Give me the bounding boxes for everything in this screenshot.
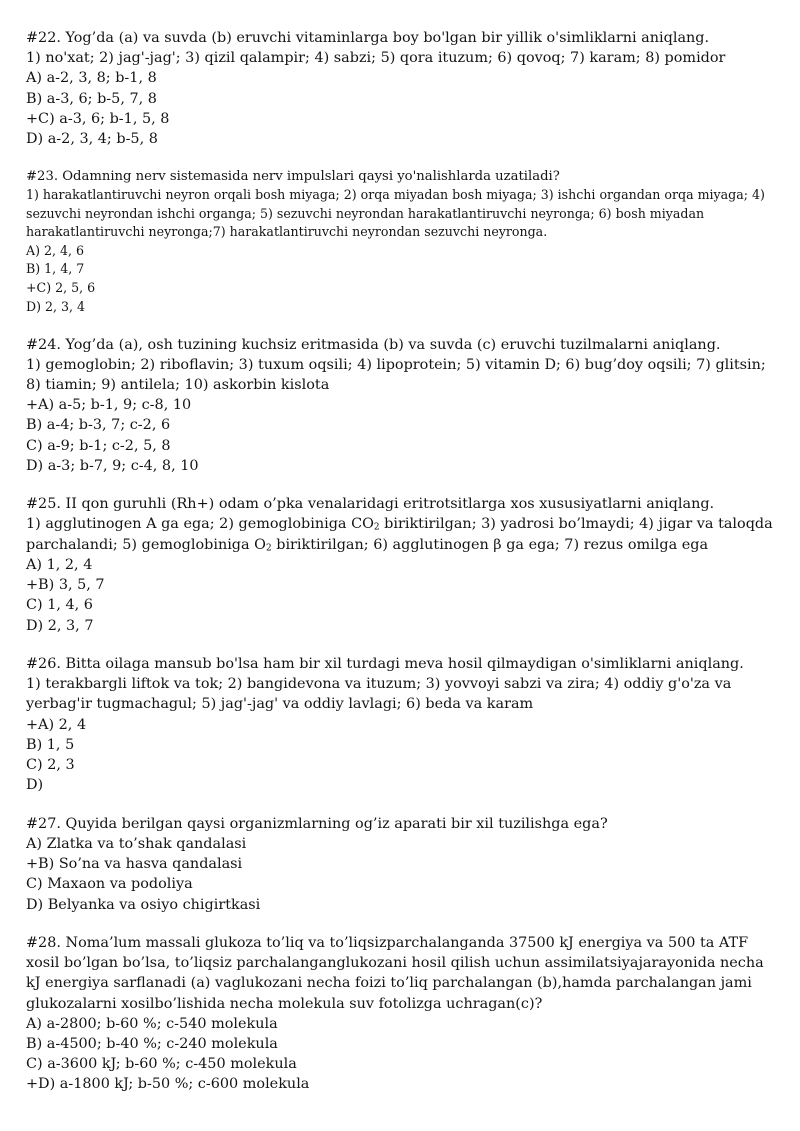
answer-option-b: B) 1, 5 xyxy=(26,736,75,753)
answer-option-d: +D) a-1800 kJ; b-50 %; c-600 molekula xyxy=(26,1076,310,1093)
question-items: 1) gemoglobin; 2) riboflavin; 3) tuxum oqsili; 4) lipoprotein; 5) vitamin D; 6) bug’doy oqsili; 7) glitsin; 8) tiamin; 9) antilela; 10) askorbin kislota xyxy=(26,356,766,393)
question-23 xyxy=(26,168,774,317)
answer-option-d: D) Belyanka va osiyo chigirtkasi xyxy=(26,896,261,913)
subscript-2: 2 xyxy=(265,543,272,554)
question-stem: #27. Quyida berilgan qaysi organizmlarning og’iz aparati bir xil tuzilishga ega? xyxy=(26,815,608,832)
question-stem: #22. Yog’da (a) va suvda (b) eruvchi vitaminlarga boy bo'lgan bir yillik o'simliklarni aniqlang. xyxy=(26,30,710,46)
question-27 xyxy=(26,814,774,915)
question-stem: #26. Bitta oilaga mansub bo'lsa ham bir xil turdagi meva hosil qilmaydigan o'simliklarni aniqlang. xyxy=(26,656,744,672)
answer-option-a: A) a-2, 3, 8; b-1, 8 xyxy=(26,70,157,87)
answer-option-a: +A) 2, 4 xyxy=(26,716,87,733)
question-stem: #24. Yog’da (a), osh tuzining kuchsiz eritmasida (b) va suvda (c) eruvchi tuzilmalarni aniqlang. xyxy=(26,336,721,353)
items-part: biriktirilgan; 3) yadrosi bo’lmaydi; 4) jigar va taloqda parchalandi; 5) gemoglobiniga O xyxy=(26,516,773,553)
items-part: biriktirilgan; 6) agglutinogen β ga ega; 7) rezus omilga ega xyxy=(271,536,709,553)
question-items xyxy=(26,514,774,554)
answer-option-c: C) 1, 4, 6 xyxy=(26,597,93,614)
question-items: 1) terakbargli liftok va tok; 2) bangidevona va ituzum; 3) yovvoyi sabzi va zira; 4) oddiy g'o'za va yerbag'ir tugmachagul; 5) jag'-jag' va oddiy lavlagi; 6) beda va karam xyxy=(26,676,732,713)
answer-option-c: +C) a-3, 6; b-1, 5, 8 xyxy=(26,110,170,127)
question-22 xyxy=(26,28,774,149)
question-stem: #25. II qon guruhli (Rh+) odam o’pka venalaridagi eritrotsitlarga xos xususiyatlarni aniqlang. xyxy=(26,496,715,513)
question-25 xyxy=(26,494,774,635)
document-page xyxy=(26,28,774,1113)
subscript-2: 2 xyxy=(373,522,380,533)
answer-option-b: B) a-4; b-3, 7; c-2, 6 xyxy=(26,417,171,434)
answer-option-a: A) 1, 2, 4 xyxy=(26,556,93,573)
answer-option-c: C) a-9; b-1; c-2, 5, 8 xyxy=(26,437,171,454)
answer-option-a: A) 2, 4, 6 xyxy=(26,242,85,258)
question-items: 1) no'xat; 2) jag'-jag'; 3) qizil qalampir; 4) sabzi; 5) qora ituzum; 6) qovoq; 7) karam; 8) pomidor xyxy=(26,50,726,67)
answer-option-b: +B) So’na va hasva qandalasi xyxy=(26,856,243,873)
answer-option-d: D) 2, 3, 4 xyxy=(26,298,86,314)
answer-option-d: D) xyxy=(26,777,44,794)
answer-option-c: C) Maxaon va podoliya xyxy=(26,876,193,893)
question-24 xyxy=(26,335,774,476)
answer-option-d: D) a-2, 3, 4; b-5, 8 xyxy=(26,131,158,148)
question-26 xyxy=(26,654,774,795)
answer-option-a: +A) a-5; b-1, 9; c-8, 10 xyxy=(26,397,192,414)
answer-option-c: +C) 2, 5, 6 xyxy=(26,280,96,296)
answer-option-d: D) 2, 3, 7 xyxy=(26,617,94,634)
question-stem: #23. Odamning nerv sistemasida nerv impulslari qaysi yo'nalishlarda uzatiladi? xyxy=(26,168,560,184)
answer-option-a: A) Zlatka va to’shak qandalasi xyxy=(26,835,247,852)
question-28 xyxy=(26,933,774,1095)
answer-option-c: C) a-3600 kJ; b-60 %; c-450 molekula xyxy=(26,1056,297,1073)
answer-option-b: B) a-4500; b-40 %; c-240 molekula xyxy=(26,1036,278,1053)
question-stem: #28. Noma’lum massali glukoza to’liq va to’liqsizparchalanganda 37500 kJ energiya va 500 ta ATF xosil bo’lgan bo’lsa, to’liqsiz parchalanganglukozani hosil qilish uchun assimilatsiyajarayonida necha kJ energiya sarflanadi (a) vaglukozani necha foizi to’liq parchalangan (b),hamda parchalangan jami glukozalarni xosilbo’lishida necha molekula suv fotolizga uchragan(c)? xyxy=(26,935,764,1012)
items-part: 1) agglutinogen A ga ega; 2) gemoglobiniga CO xyxy=(26,516,374,533)
answer-option-d: D) a-3; b-7, 9; c-4, 8, 10 xyxy=(26,457,199,474)
answer-option-a: A) a-2800; b-60 %; c-540 molekula xyxy=(26,1015,278,1032)
answer-option-c: C) 2, 3 xyxy=(26,757,75,774)
answer-option-b: B) a-3, 6; b-5, 7, 8 xyxy=(26,90,157,107)
answer-option-b: +B) 3, 5, 7 xyxy=(26,577,105,594)
answer-option-b: B) 1, 4, 7 xyxy=(26,261,85,277)
question-items: 1) harakatlantiruvchi neyron orqali bosh miyaga; 2) orqa miyadan bosh miyaga; 3) ishchi organdan orqa miyaga; 4) sezuvchi neyrondan ishchi organga; 5) sezuvchi neyrondan harakatlantiruvchi neyronga; 6) bosh miyadan harakatlantiruvchi neyronga;7) harakatlantiruvchi neyrondan sezuvchi neyronga. xyxy=(26,187,765,240)
